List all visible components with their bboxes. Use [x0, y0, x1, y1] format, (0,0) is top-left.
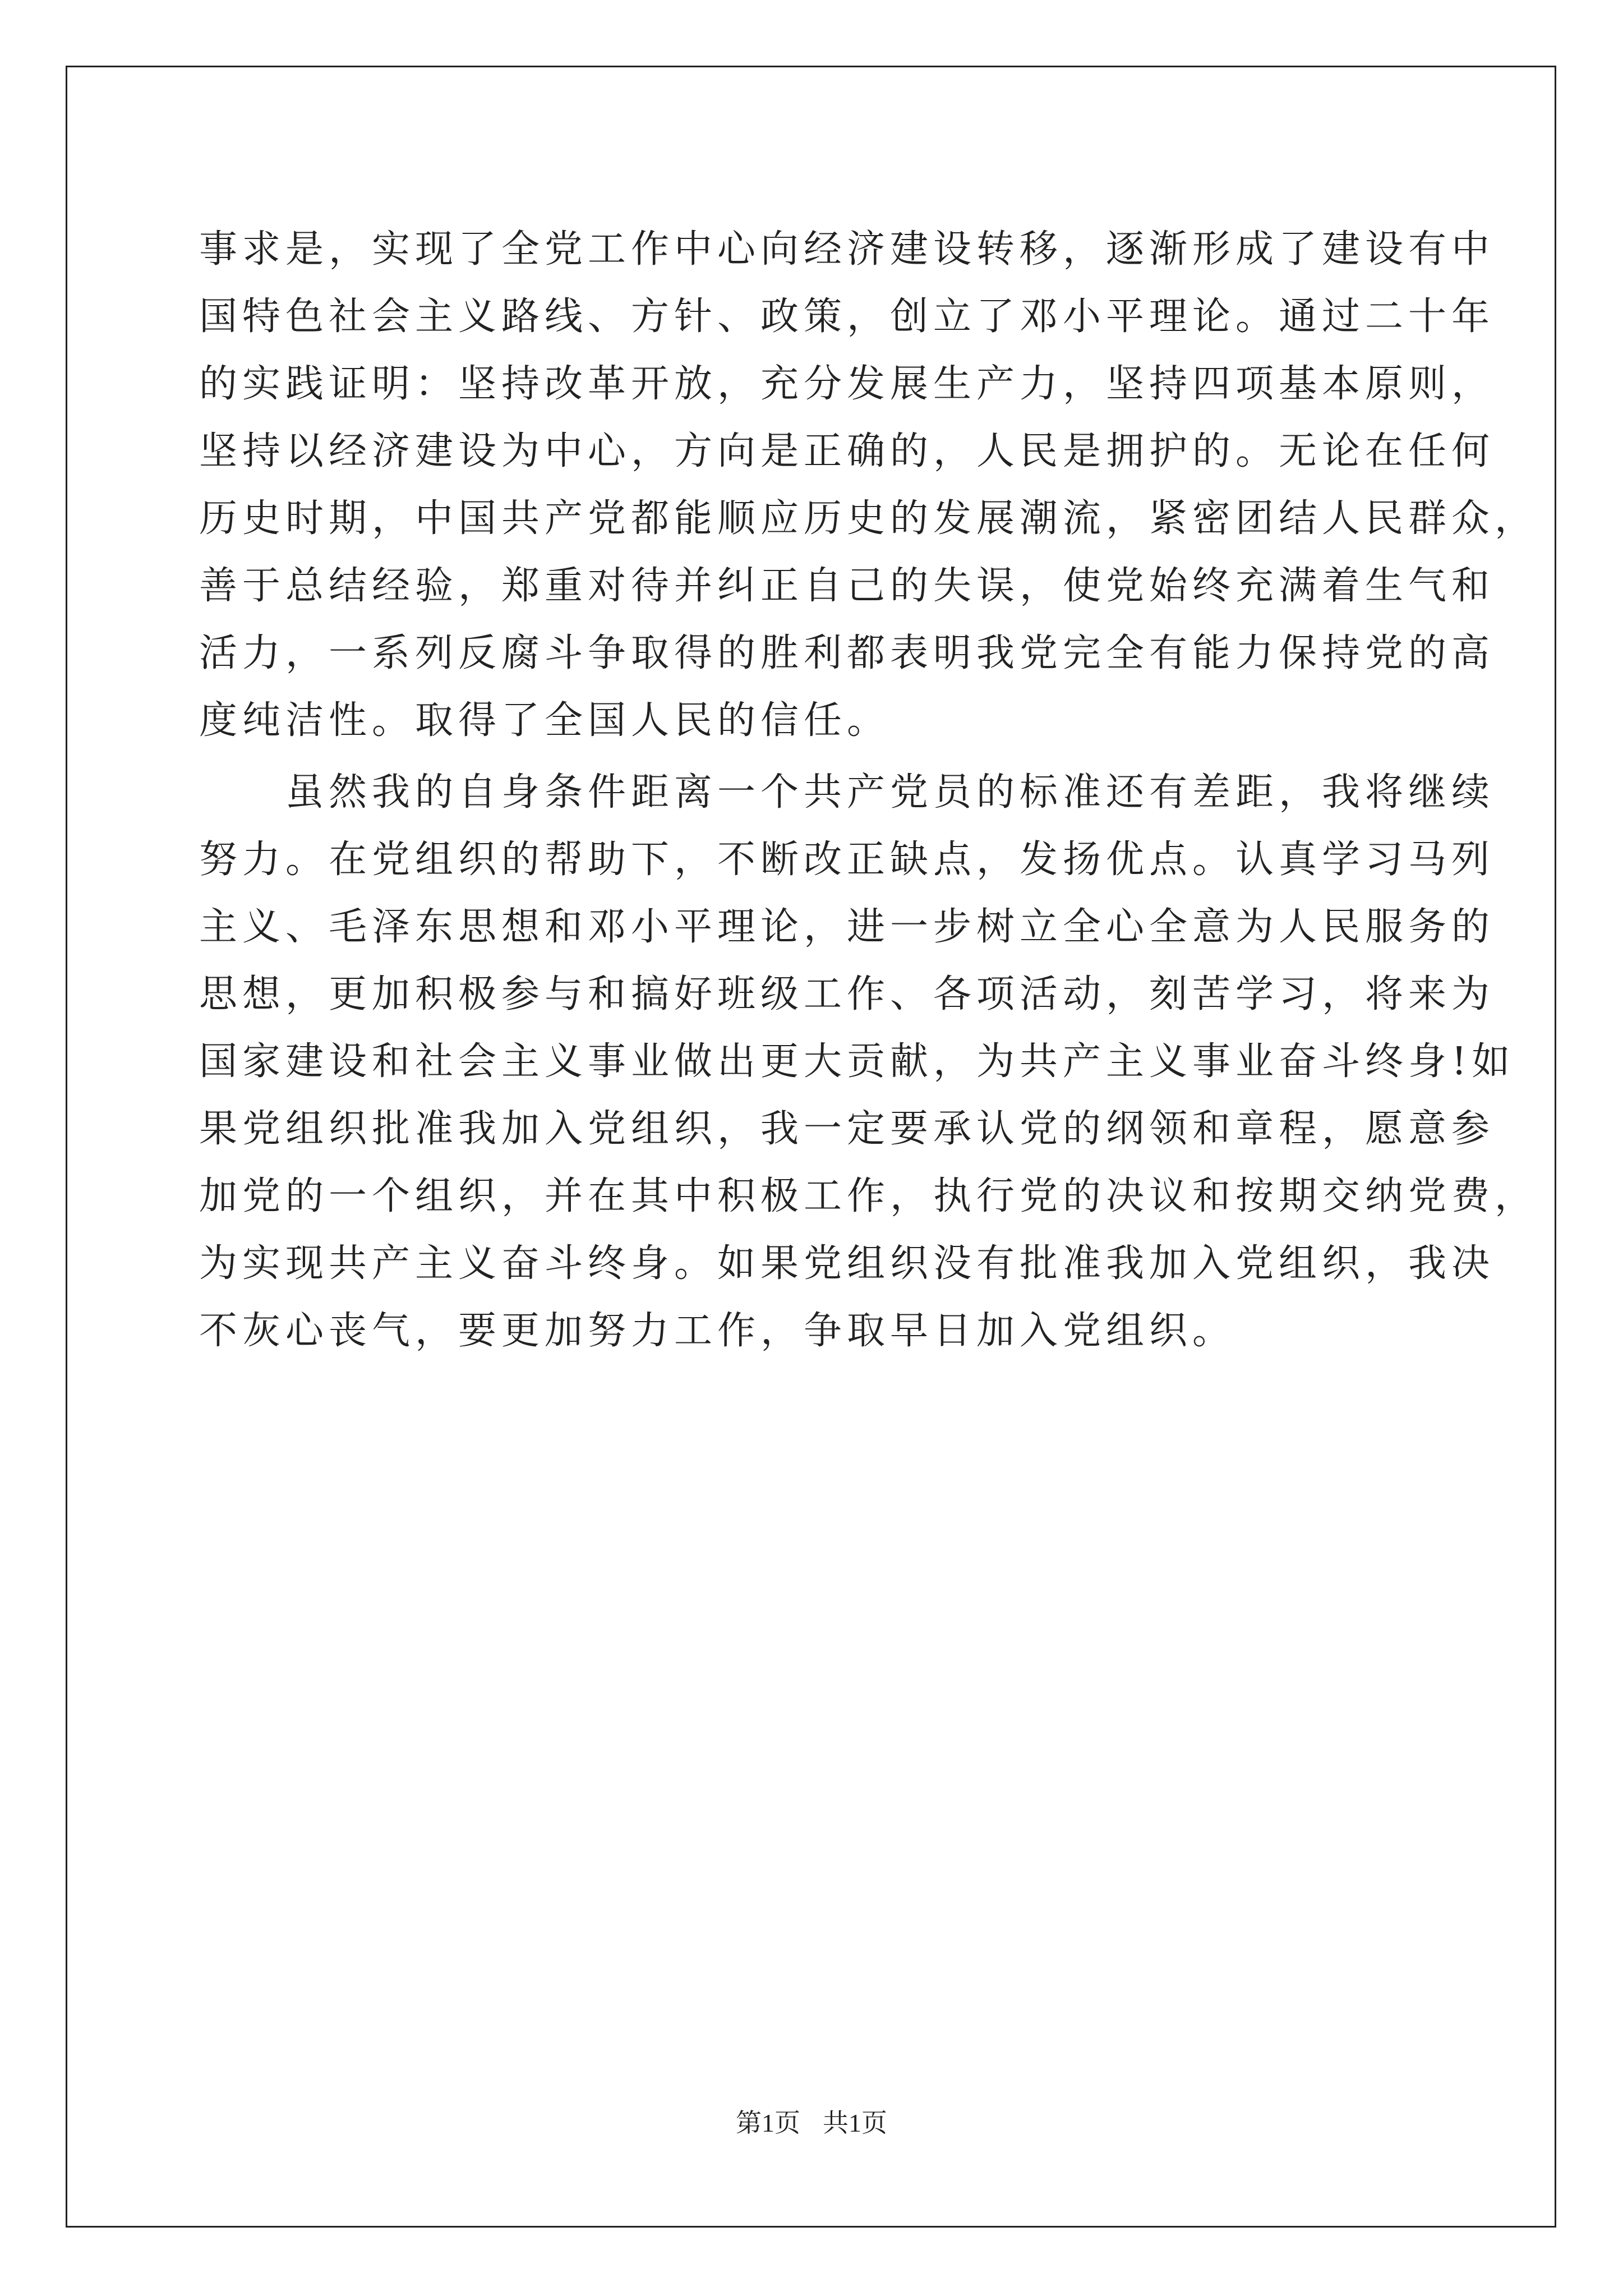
- text-line: 思想，更加积极参与和搞好班级工作、各项活动，刻苦学习，将来为: [199, 972, 1495, 1016]
- paragraph-2: [199, 759, 1538, 1365]
- page-number-total: 共1页: [823, 2109, 887, 2137]
- text-line: 国特色社会主义路线、方针、政策，创立了邓小平理论。通过二十年: [199, 295, 1495, 339]
- text-line: 主义、毛泽东思想和邓小平理论，进一步树立全心全意为人民服务的: [199, 905, 1495, 949]
- text-line: 活力，一系列反腐斗争取得的胜利都表明我党完全有能力保持党的高: [199, 631, 1495, 675]
- document-body: [199, 216, 1538, 1365]
- text-line: 为实现共产主义奋斗终身。如果党组织没有批准我加入党组织，我决: [199, 1241, 1495, 1286]
- text-line: 坚持以经济建设为中心，方向是正确的，人民是拥护的。无论在任何: [199, 429, 1495, 473]
- text-line: 果党组织批准我加入党组织，我一定要承认党的纲领和章程，愿意参: [199, 1107, 1495, 1151]
- text-line: 的实践证明：坚持改革开放，充分发展生产力，坚持四项基本原则，: [199, 362, 1495, 406]
- page-number-current: 第1页: [736, 2109, 800, 2137]
- text-line: 历史时期，中国共产党都能顺应历史的发展潮流，紧密团结人民群众，: [199, 496, 1538, 541]
- paragraph-1: [199, 216, 1538, 754]
- text-line: 虽然我的自身条件距离一个共产党员的标准还有差距，我将继续: [199, 770, 1495, 815]
- page-footer: [0, 2102, 1623, 2139]
- text-line: 不灰心丧气，要更加努力工作，争取早日加入党组织。: [199, 1309, 1236, 1353]
- text-line: 度纯洁性。取得了全国人民的信任。: [199, 698, 891, 743]
- text-line: 加党的一个组织，并在其中积极工作，执行党的决议和按期交纳党费，: [199, 1174, 1538, 1218]
- text-line: 努力。在党组织的帮助下，不断改正缺点，发扬优点。认真学习马列: [199, 838, 1495, 882]
- text-line: 国家建设和社会主义事业做出更大贡献，为共产主义事业奋斗终身!如: [199, 1039, 1515, 1084]
- text-line: 事求是，实现了全党工作中心向经济建设转移，逐渐形成了建设有中: [199, 227, 1495, 272]
- text-line: 善于总结经验，郑重对待并纠正自己的失误，使党始终充满着生气和: [199, 564, 1495, 608]
